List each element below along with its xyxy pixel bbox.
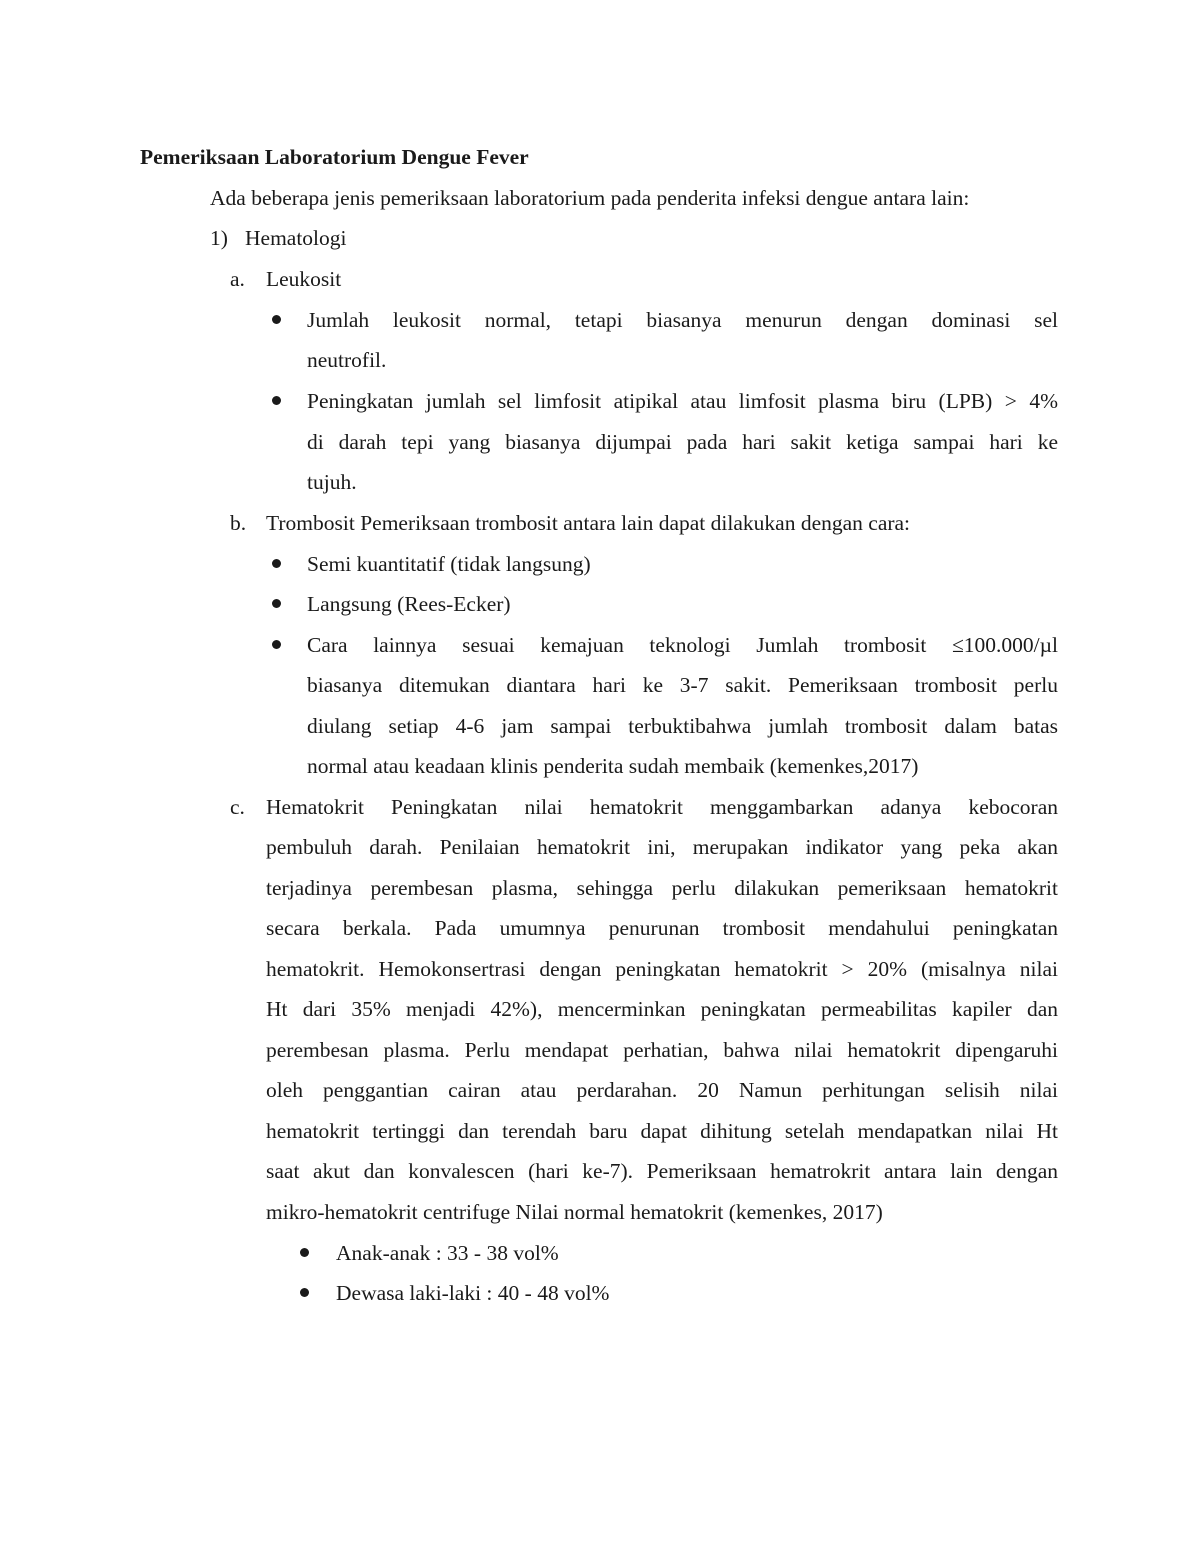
hematokrit-line-7: perembesan plasma. Perlu mendapat perhatian, bahwa nilai hematokrit dipengaruhi	[266, 1038, 1058, 1062]
trombosit-bullet-3-line-3: diulang setiap 4-6 jam sampai terbuktibahwa jumlah trombosit dalam batas	[307, 714, 1058, 738]
hematokrit-line-8: oleh penggantian cairan atau perdarahan. 20 Namun perhitungan selisih nilai	[266, 1078, 1058, 1102]
trombosit-bullet-2: Langsung (Rees-Ecker)	[307, 592, 511, 616]
document-title: Pemeriksaan Laboratorium Dengue Fever	[140, 145, 529, 169]
item-c-marker: c.	[230, 795, 245, 819]
bullet-icon	[300, 1248, 309, 1257]
hematokrit-line-5: hematokrit. Hemokonsertrasi dengan peningkatan hematokrit > 20% (misalnya nilai	[266, 957, 1058, 981]
bullet-icon	[272, 315, 281, 324]
bullet-icon	[300, 1288, 309, 1297]
trombosit-bullet-3-line-2: biasanya ditemukan diantara hari ke 3-7 sakit. Pemeriksaan trombosit perlu	[307, 673, 1058, 697]
leukosit-bullet-1-line-1: Jumlah leukosit normal, tetapi biasanya menurun dengan dominasi sel	[307, 308, 1058, 332]
hematokrit-line-1: Hematokrit Peningkatan nilai hematokrit menggambarkan adanya kebocoran	[266, 795, 1058, 819]
item-a-marker: a.	[230, 267, 245, 291]
hematokrit-line-9: hematokrit tertinggi dan terendah baru dapat dihitung setelah mendapatkan nilai Ht	[266, 1119, 1058, 1143]
leukosit-bullet-1-line-2: neutrofil.	[307, 348, 387, 372]
leukosit-bullet-2-line-2: di darah tepi yang biasanya dijumpai pada hari sakit ketiga sampai hari ke	[307, 430, 1058, 454]
section-1-marker: 1)	[210, 226, 228, 250]
intro-paragraph: Ada beberapa jenis pemeriksaan laboratorium pada penderita infeksi dengue antara lain:	[210, 186, 970, 210]
hematokrit-bullet-2: Dewasa laki-laki : 40 - 48 vol%	[336, 1281, 610, 1305]
trombosit-bullet-3-line-1: Cara lainnya sesuai kemajuan teknologi Jumlah trombosit ≤100.000/µl	[307, 633, 1058, 657]
bullet-icon	[272, 640, 281, 649]
leukosit-bullet-2-line-3: tujuh.	[307, 470, 357, 494]
bullet-icon	[272, 599, 281, 608]
hematokrit-line-3: terjadinya perembesan plasma, sehingga perlu dilakukan pemeriksaan hematokrit	[266, 876, 1058, 900]
bullet-icon	[272, 396, 281, 405]
trombosit-bullet-3-line-4: normal atau keadaan klinis penderita sudah membaik (kemenkes,2017)	[307, 754, 919, 778]
hematokrit-line-4: secara berkala. Pada umumnya penurunan trombosit mendahului peningkatan	[266, 916, 1058, 940]
item-b-heading: Trombosit Pemeriksaan trombosit antara lain dapat dilakukan dengan cara:	[266, 511, 911, 535]
hematokrit-bullet-1: Anak-anak : 33 - 38 vol%	[336, 1241, 559, 1265]
hematokrit-line-2: pembuluh darah. Penilaian hematokrit ini, merupakan indikator yang peka akan	[266, 835, 1058, 859]
item-a-heading: Leukosit	[266, 267, 342, 291]
hematokrit-line-10: saat akut dan konvalescen (hari ke-7). Pemeriksaan hematrokrit antara lain dengan	[266, 1159, 1058, 1183]
bullet-icon	[272, 559, 281, 568]
section-1-heading: Hematologi	[245, 226, 347, 250]
trombosit-bullet-1: Semi kuantitatif (tidak langsung)	[307, 552, 591, 576]
leukosit-bullet-2-line-1: Peningkatan jumlah sel limfosit atipikal atau limfosit plasma biru (LPB) > 4%	[307, 389, 1058, 413]
hematokrit-line-6: Ht dari 35% menjadi 42%), mencerminkan peningkatan permeabilitas kapiler dan	[266, 997, 1058, 1021]
hematokrit-line-11: mikro-hematokrit centrifuge Nilai normal hematokrit (kemenkes, 2017)	[266, 1200, 883, 1224]
item-b-marker: b.	[230, 511, 247, 535]
